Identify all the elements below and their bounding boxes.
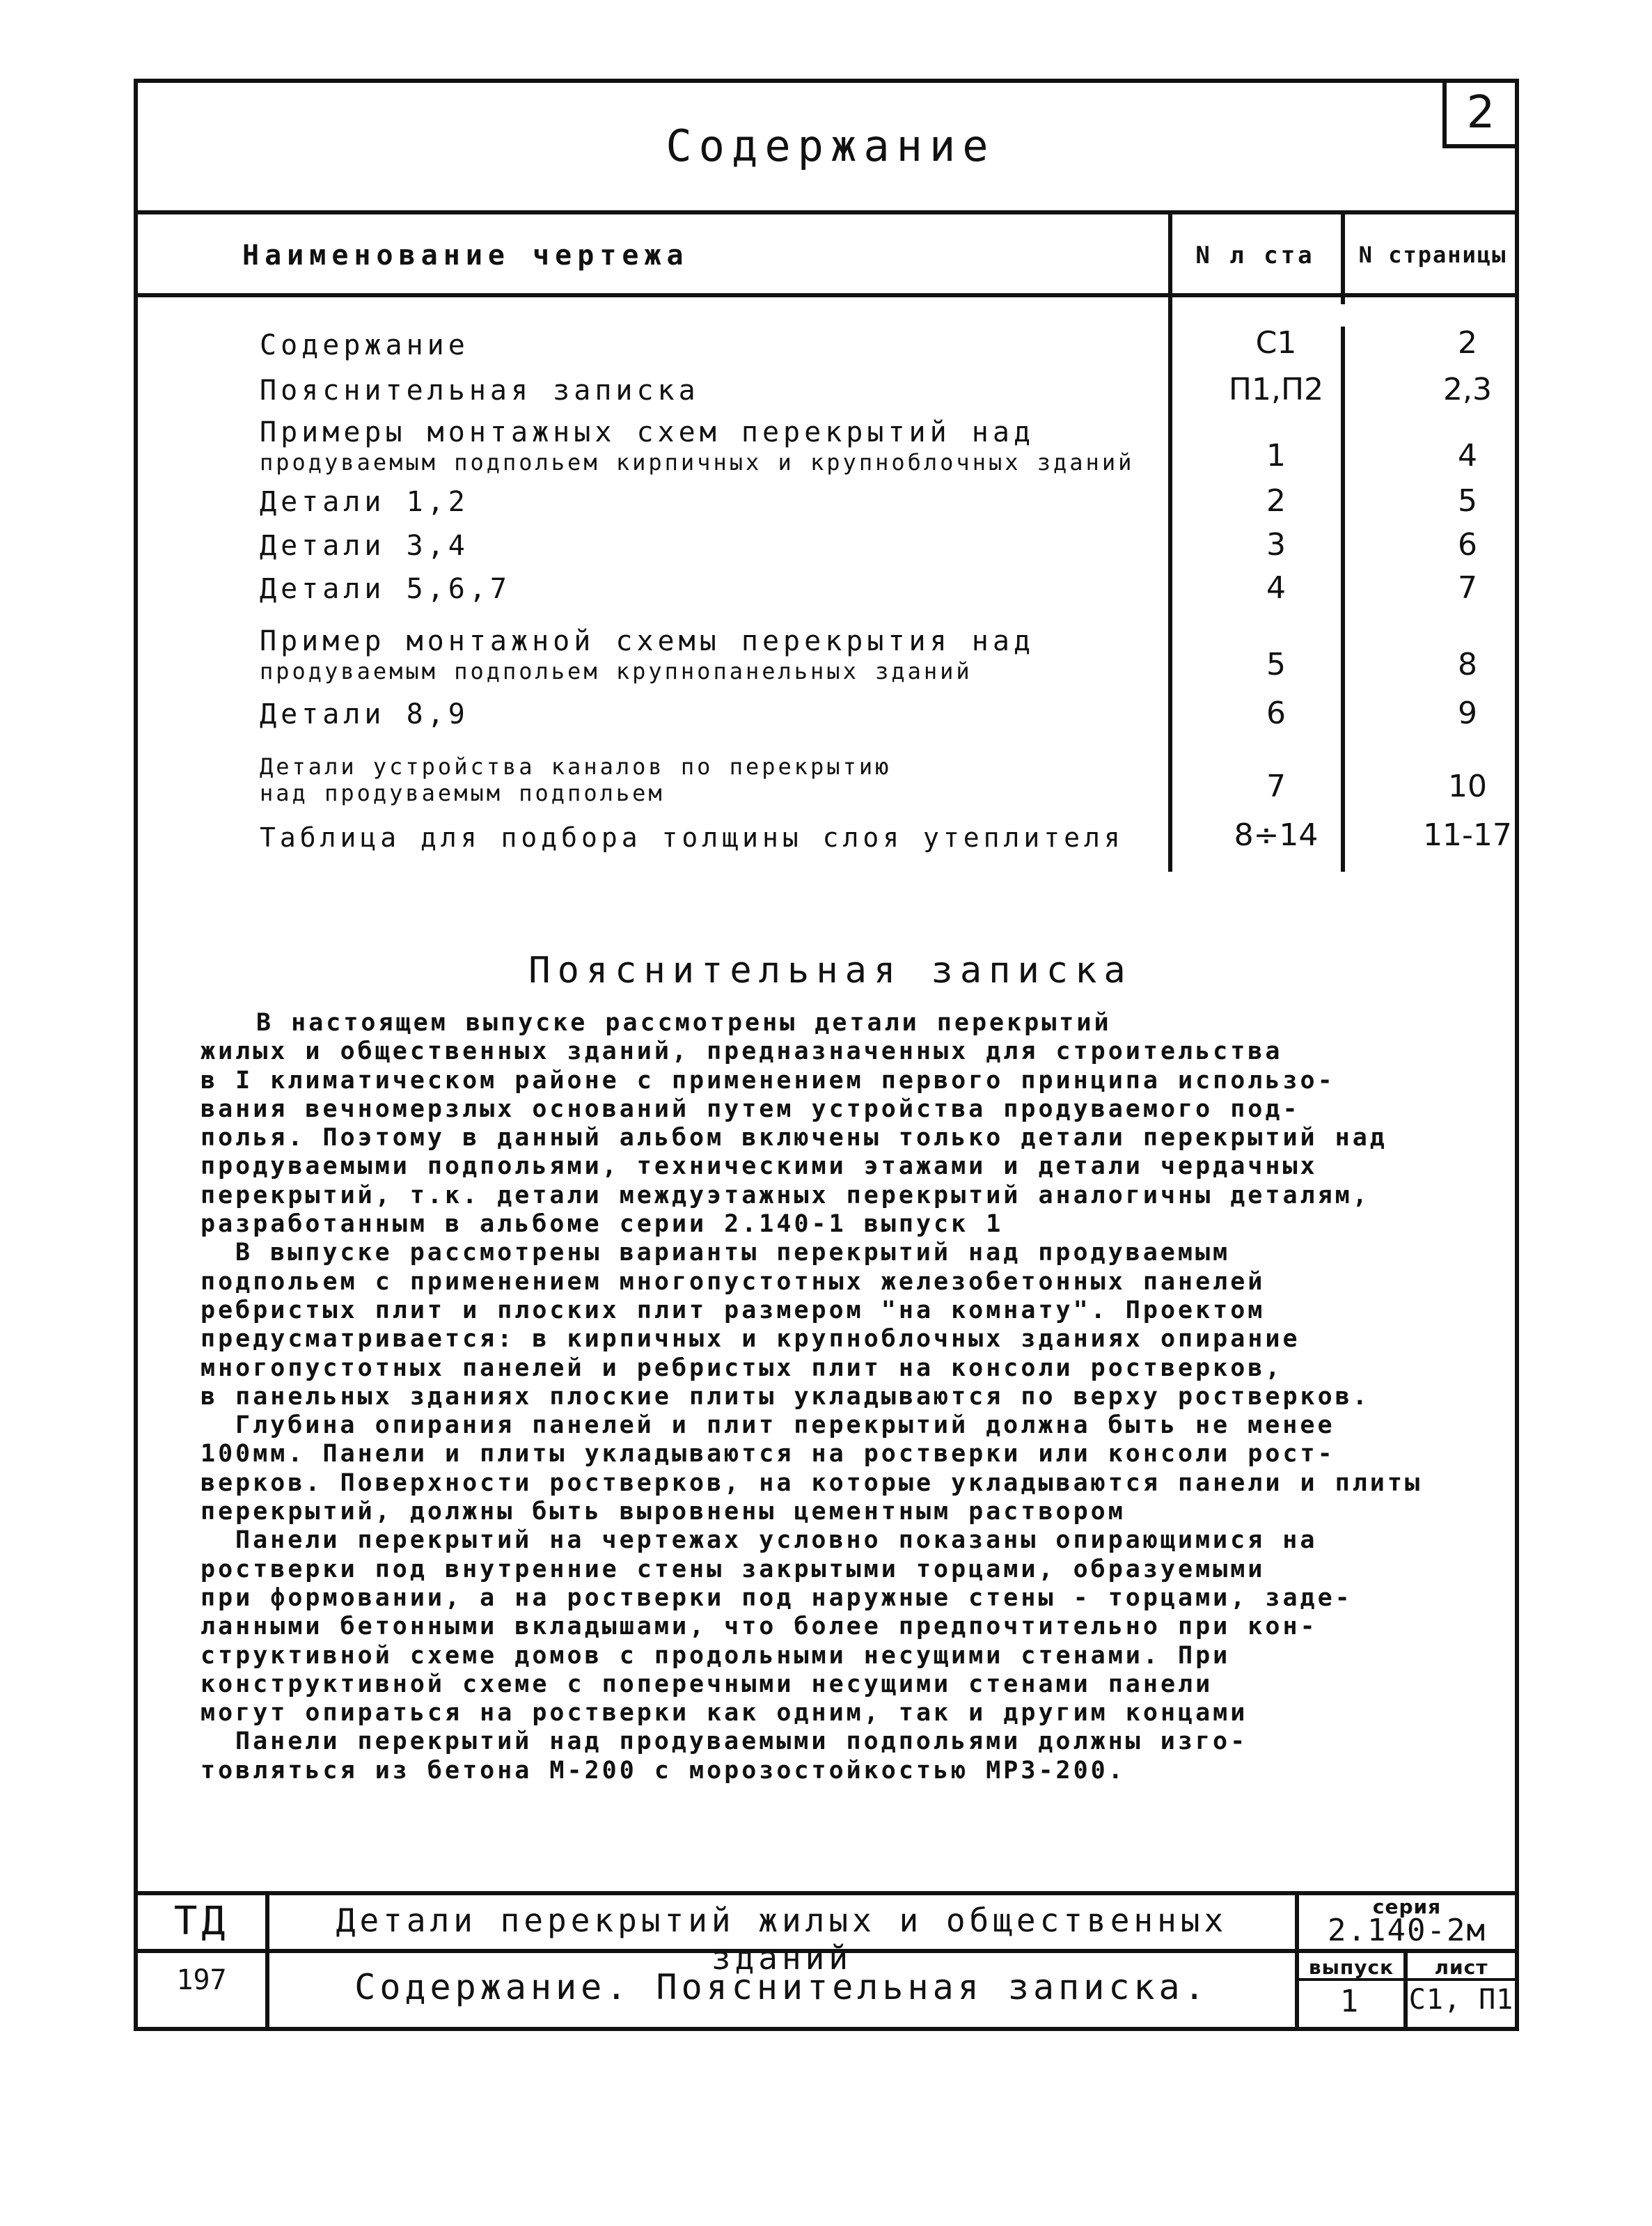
drawing-sheet <box>134 79 1519 2031</box>
row-name: Содержание <box>260 329 469 361</box>
note-line: разработанным в альбоме серии 2.140-1 выпуск 1 <box>200 1210 1004 1239</box>
note-line: при формовании, а на ростверки под наружные стены - торцами, заде- <box>200 1583 1353 1612</box>
row-sheet: 6 <box>1266 696 1286 731</box>
row-name: Детали 8,9 <box>260 698 469 730</box>
note-line: вания вечномерзлых оснований путем устройства продуваемого под- <box>200 1095 1300 1123</box>
note-line: предусматривается: в кирпичных и крупноблочных зданиях опирание <box>200 1325 1300 1354</box>
sheet-number: 2 <box>1442 83 1515 148</box>
note-line: конструктивной схеме с поперечными несущими стенами панели <box>200 1670 1213 1698</box>
note-line: подпольем с применением многопустотных железобетонных панелей <box>200 1267 1266 1296</box>
note-line: 100мм. Панели и плиты укладываются на ростверки или консоли рост- <box>200 1440 1335 1468</box>
row-sheet: 3 <box>1266 527 1286 563</box>
row-page: 10 <box>1448 769 1487 804</box>
note-line: продуваемыми подпольями, техническими этажами и детали чердачных <box>200 1152 1318 1181</box>
note-line: ланными бетонными вкладышами, что более предпочтительно при кон- <box>200 1613 1318 1641</box>
note-line: перекрытий, должны быть выровнены цементным раствором <box>200 1498 1126 1526</box>
issue-value: 1 <box>1339 1984 1363 2019</box>
note-line: перекрытий, т.к. детали междуэтажных перекрытий аналогичны деталям, <box>200 1181 1370 1209</box>
row-page: 5 <box>1458 483 1477 519</box>
row-sheet: П1,П2 <box>1228 372 1324 407</box>
list-label: лист <box>1434 1956 1488 1979</box>
album-title: Детали перекрытий жилых и общественных зданий <box>336 1902 1228 1977</box>
note-line: Панели перекрытий над продуваемыми подпольями должны изго- <box>235 1727 1248 1756</box>
note-line: жилых и общественных зданий, предназначенных для строительства <box>200 1037 1283 1066</box>
row-page: 6 <box>1458 527 1477 563</box>
header-divider <box>138 293 1515 297</box>
row-page: 11-17 <box>1423 817 1512 853</box>
row-page: 2,3 <box>1443 372 1492 407</box>
row-name: Детали 3,4 <box>260 530 469 562</box>
note-line: Глубина опирания панелей и плит перекрытий должна быть не менее <box>235 1411 1335 1440</box>
row-name: Пояснительная записка <box>260 375 700 407</box>
header-page: N страницы <box>1358 242 1507 268</box>
row-sheet: 7 <box>1266 769 1286 804</box>
issue-label: выпуск <box>1308 1956 1394 1979</box>
row-name: продуваемым подпольем крупнопанельных зданий <box>260 658 973 684</box>
row-sheet: 2 <box>1266 483 1286 519</box>
note-line: структивной схеме домов с продольными несущими стенами. При <box>200 1641 1231 1670</box>
series-value: 2.140-2м <box>1328 1913 1486 1948</box>
note-line: могут опираться на ростверки как одним, так и другим концами <box>200 1699 1248 1727</box>
note-title: Пояснительная записка <box>528 950 1133 991</box>
row-sheet: 4 <box>1266 570 1286 606</box>
note-line: Панели перекрытий на чертежах условно показаны опирающимися на <box>235 1526 1318 1555</box>
row-page: 4 <box>1458 438 1477 473</box>
series-label: серия <box>1372 1895 1442 1918</box>
titleblock-left-divider <box>265 1891 269 2027</box>
row-name: Пример монтажной схемы перекрытия над <box>260 625 1035 657</box>
note-body <box>200 1009 1474 1785</box>
note-line: верков. Поверхности ростверков, на которые укладываются панели и плиты <box>200 1468 1423 1497</box>
note-line: в панельных зданиях плоские плиты укладываются по верху ростверков. <box>200 1382 1370 1411</box>
list-value: С1, П1 <box>1408 1984 1514 2016</box>
row-name: Детали 5,6,7 <box>260 573 511 605</box>
note-line: В выпуске рассмотрены варианты перекрытий над продуваемым <box>235 1239 1231 1267</box>
note-line: полья. Поэтому в данный альбом включены только детали перекрытий над <box>200 1124 1387 1152</box>
row-sheet: 1 <box>1266 438 1286 473</box>
row-name: продуваемым подпольем кирпичных и крупноблочных зданий <box>260 449 1135 476</box>
row-sheet: С1 <box>1255 325 1297 361</box>
row-page: 9 <box>1458 696 1477 731</box>
org-label: ТД <box>173 1899 230 1944</box>
code-label: 197 <box>176 1964 227 1996</box>
header-name: Наименование чертежа <box>242 240 689 272</box>
note-line: В настоящем выпуске рассмотрены детали перекрытий <box>256 1009 1112 1037</box>
title-divider <box>138 210 1515 214</box>
note-line: многопустотных панелей и ребристых плит на консоли ростверков, <box>200 1354 1283 1382</box>
row-name: Детали устройства каналов по перекрытию <box>260 753 892 780</box>
row-name: Примеры монтажных схем перекрытий над <box>260 416 1035 448</box>
row-page: 8 <box>1458 647 1477 682</box>
row-name: над продуваемым подпольем <box>260 780 665 806</box>
note-line: ребристых плит и плоских плит размером "на комнату". Проектом <box>200 1296 1266 1324</box>
column-divider-sheet <box>1168 210 1172 872</box>
row-name: Детали 1,2 <box>260 486 469 518</box>
note-line: ростверки под внутренние стены закрытыми торцами, образуемыми <box>200 1555 1266 1583</box>
row-sheet: 8÷14 <box>1234 817 1319 853</box>
row-name: Таблица для подбора толщины слоя утеплителя <box>260 822 1124 853</box>
row-sheet: 5 <box>1266 647 1286 682</box>
column-divider-page-top <box>1341 210 1345 304</box>
row-page: 2 <box>1458 325 1477 361</box>
sheet-title: Содержание. Пояснительная записка. <box>354 1967 1209 2007</box>
note-line: товляться из бетона М-200 с морозостойкостью МРЗ-200. <box>200 1756 1126 1785</box>
header-sheet: N л ста <box>1195 242 1315 269</box>
note-line: в I климатическом районе с применением первого принципа использо- <box>200 1066 1335 1095</box>
page-title: Содержание <box>666 120 996 171</box>
row-page: 7 <box>1458 570 1477 606</box>
